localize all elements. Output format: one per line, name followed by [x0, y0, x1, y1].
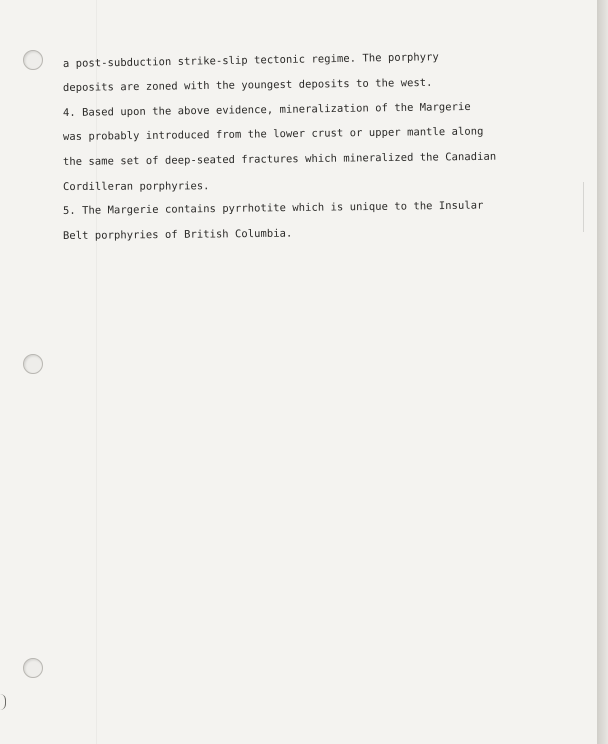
text-line-4: was probably introduced from the lower crust or upper mantle along	[62, 125, 484, 143]
page-edge-shadow	[597, 0, 608, 744]
text-line-8: Belt porphyries of British Columbia.	[62, 227, 293, 242]
binder-edge-mark	[0, 694, 6, 710]
text-line-5: the same set of deep-seated fractures which mineralized the Canadian	[62, 150, 497, 168]
text-line-6: Cordilleran porphyries.	[62, 180, 210, 193]
text-line-1: a post-subduction strike-slip tectonic regime. The porphyry	[62, 51, 439, 70]
punch-hole-bottom	[23, 658, 43, 678]
margin-mark	[583, 182, 584, 232]
text-line-3: 4. Based upon the above evidence, mineralization of the Margerie	[62, 100, 471, 119]
punch-hole-middle	[23, 354, 43, 374]
punch-hole-top	[23, 50, 43, 70]
text-line-7: 5. The Margerie contains pyrrhotite which is unique to the Insular	[62, 199, 484, 217]
text-line-2: deposits are zoned with the youngest deposits to the west.	[62, 76, 433, 94]
